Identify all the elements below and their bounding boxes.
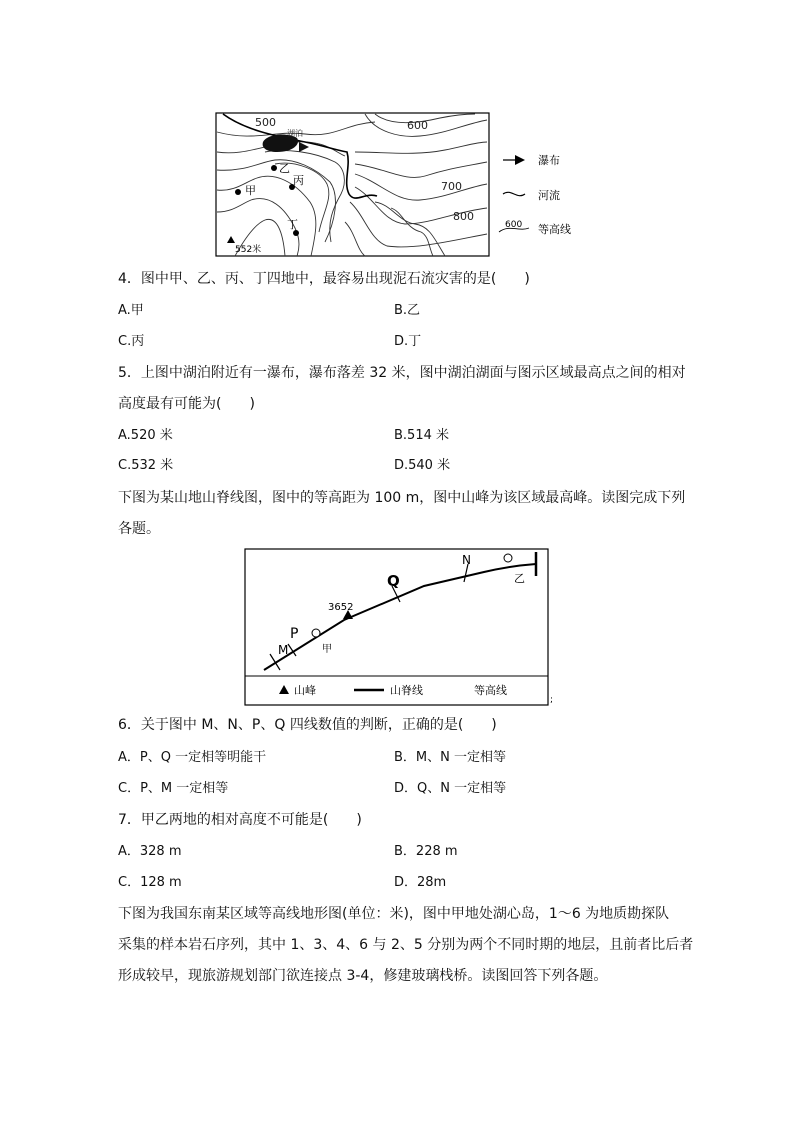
legend-contour-label: 等高线 [538, 223, 571, 236]
legend-contour-sample: 600 [505, 220, 523, 230]
intro-2-line-2: 各题。 [118, 521, 160, 537]
contour-label-800: 800 [453, 210, 474, 223]
intro-3-line-1: 下图为我国东南某区域等高线地形图(单位：米)，图中甲地处湖心岛，1～6 为地质勘探队 [118, 906, 670, 922]
contour-map-figure [215, 112, 595, 258]
label-q: Q [387, 572, 400, 590]
ridge-line-figure [244, 548, 556, 708]
point-ding-label: 丁 [287, 218, 298, 231]
intro-3-line-2: 采集的样本岩石序列，其中 1、3、4、6 与 2、5 分别为两个不同时期的地层，且前者比后者 [118, 937, 694, 953]
label-p: P [290, 626, 299, 642]
question-7: 7．甲乙两地的相对高度不可能是( ) [118, 812, 362, 828]
q4-option-b[interactable]: B.乙 [394, 303, 421, 318]
river-icon [503, 192, 525, 195]
point-yi-dot [271, 165, 277, 171]
point-jia-circle [312, 629, 320, 637]
contour-label-500: 500 [255, 116, 276, 129]
label-elevation: 3652 [328, 602, 354, 613]
label-jia: 甲 [322, 644, 332, 655]
q6-option-a[interactable]: A．P、Q 一定相等明能干 [118, 750, 267, 765]
q6-option-b[interactable]: B．M、N 一定相等 [394, 750, 506, 765]
contour-label-700: 700 [441, 180, 462, 193]
waterfall-icon [515, 155, 525, 165]
q4-option-a[interactable]: A.甲 [118, 303, 144, 318]
label-n: N [462, 553, 471, 567]
figure-mark: ; [550, 695, 554, 705]
intro-2-line-1: 下图为某山地山脊线图，图中的等高距为 100 m，图中山峰为该区域最高峰。读图完成下列 [118, 490, 686, 506]
q4-option-c[interactable]: C.丙 [118, 334, 145, 349]
point-bing-label: 丙 [293, 174, 304, 187]
q4-option-d[interactable]: D.丁 [394, 334, 422, 349]
point-yi-circle [504, 554, 512, 562]
q7-option-d[interactable]: D．28m [394, 875, 447, 890]
question-5-line-1: 5．上图中湖泊附近有一瀑布，瀑布落差 32 米，图中湖泊湖面与图示区域最高点之间的相对 [118, 365, 686, 381]
question-4: 4．图中甲、乙、丙、丁四地中，最容易出现泥石流灾害的是( ) [118, 271, 530, 287]
legend-river-label: 河流 [538, 189, 560, 202]
contour-label-600: 600 [407, 119, 428, 132]
q5-option-d[interactable]: D.540 米 [394, 458, 451, 473]
q7-option-b[interactable]: B．228 m [394, 844, 458, 859]
point-jia-dot [235, 189, 241, 195]
label-m: M [278, 643, 289, 657]
point-yi-label: 乙 [279, 162, 290, 175]
q6-option-c[interactable]: C．P、M 一定相等 [118, 781, 229, 796]
q5-option-b[interactable]: B.514 米 [394, 428, 449, 443]
label-yi: 乙 [514, 572, 525, 585]
legend-contour-label: 等高线 [474, 684, 507, 697]
question-6: 6．关于图中 M、N、P、Q 四线数值的判断，正确的是( ) [118, 717, 497, 733]
q5-option-c[interactable]: C.532 米 [118, 458, 174, 473]
peak-elevation-label: 552米 [235, 245, 262, 255]
q5-option-a[interactable]: A.520 米 [118, 428, 173, 443]
intro-3-line-3: 形成较早，现旅游规划部门欲连接点 3-4，修建玻璃栈桥。读图回答下列各题。 [118, 968, 608, 984]
q6-option-d[interactable]: D．Q、N 一定相等 [394, 781, 507, 796]
lake-label: 湖泊 [287, 129, 303, 138]
legend-waterfall-label: 瀑布 [538, 154, 560, 167]
q7-option-c[interactable]: C．128 m [118, 875, 182, 890]
question-5-line-2: 高度最有可能为( ) [118, 396, 255, 412]
legend-peak-label: 山峰 [294, 684, 316, 697]
legend-ridge-label: 山脊线 [390, 684, 423, 697]
q7-option-a[interactable]: A．328 m [118, 844, 182, 859]
point-jia-label: 甲 [245, 184, 256, 197]
